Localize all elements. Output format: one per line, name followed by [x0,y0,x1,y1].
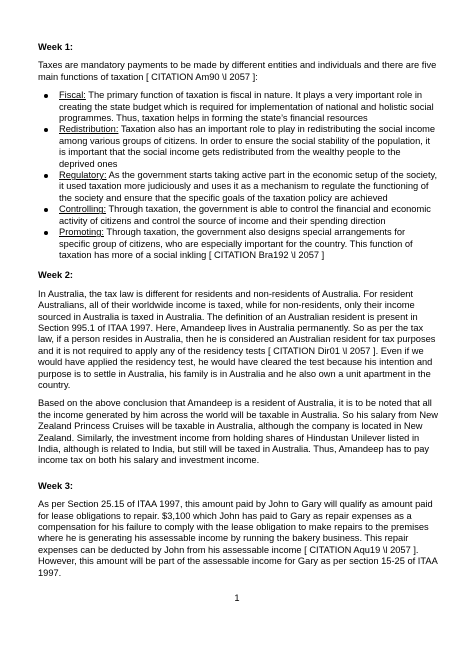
week1-heading: Week 1: [38,42,73,52]
taxation-functions-list [38,90,438,261]
desc-redistribution: Taxation also has an important role to play in redistributing the social income among various groups of citizens. In order to ensure the social stability of the population, it is important that the social income gets redistributed from the wealthy people to the deprived ones [59,124,436,169]
list-item-redistribution [38,124,438,170]
list-item-promoting [38,227,438,261]
desc-regulatory: As the government starts taking active part in the economic setup of the society, it used taxation more judiciously and uses it as a mechanism to regulate the functioning of the society and ensure that the specific goals of the taxation policy are achieved [59,170,438,203]
week2-heading: Week 2: [38,270,73,281]
week3-heading: Week 3: [38,480,73,491]
list-item-regulatory [38,170,438,204]
desc-fiscal: The primary function of taxation is fiscal in nature. It plays a very important role in creating the state budget which is required for implementation of national and holistic social programmes. Thus, taxation helps in forming the state’s financial resources [59,90,434,124]
week1-intro: Taxes are mandatory payments to be made by different entities and individuals and there are five main functions of taxation [ CITATION Am90 \l 2057 ]: [38,60,437,82]
term-redistribution: Redistribution: [59,124,119,135]
term-promoting: Promoting: [59,227,104,238]
document-body [38,42,438,579]
term-fiscal: Fiscal: [59,90,86,101]
term-regulatory: Regulatory: [59,170,107,181]
page-number: 1 [234,593,240,603]
week3-paragraph-1: As per Section 25.15 of ITAA 1997, this amount paid by John to Gary will qualify as amount paid for lease obligations to repair. $3,100 which John has paid to Gary as repair expenses as a compensation for his failure to comply with the lease obligation to make repairs to the premises where he is generating his assessable income by running the bakery business. This repair expenses can be deducted by John from his assessable income [ CITATION Aqu19 \l 2057 ]. However, this amount will be part of the assessable income for Gary as per section 15-25 of ITAA 1997. [38,499,438,578]
desc-promoting: Through taxation, the government also designs special arrangements for specific group of citizens, who are especially important for the country. This function of taxation has more of a social inkling [ CITATION Bra192 \l 2057 ] [59,227,413,260]
desc-controlling: Through taxation, the government is able to control the financial and economic activity of citizens and control the source of income and their spending direction [59,204,431,226]
list-item-fiscal [38,90,438,124]
week2-paragraph-2: Based on the above conclusion that Amandeep is a resident of Australia, it is to be noted that all the income generated by him across the world will be taxable in Australia. So his salary from New Zealand Princess Cruises will be taxable in Australia, although the company is located in New Zealand. Similarly, the investment income from holding shares of Hindustan Unilever listed in India, although is related to India, but still will be taxed in Australia. Thus, Amandeep has to pay income tax on both his salary and investment income. [38,398,438,466]
list-item-controlling [38,204,438,227]
week2-paragraph-1: In Australia, the tax law is different for residents and non-residents of Australia. For resident Australians, all of their worldwide income is taxed, while for non-residents, only their income sourced in Australia is taxed in Australia. The definition of an Australian resident is present in Section 995.1 of ITAA 1997. Here, Amandeep lives in Australia permanently. So as per the tax law, if a person resides in Australia, then he is considered an Australian resident for tax purposes and it is not required to apply any of the residency tests [ CITATION Dir01 \l 2057 ]. Even if we would have applied the residency test, he would have cleared the test because his intention and purpose is to settle in Australia, his family is in Australia and he also own a unit apartment in the country. [38,288,436,390]
term-controlling: Controlling: [59,204,107,215]
